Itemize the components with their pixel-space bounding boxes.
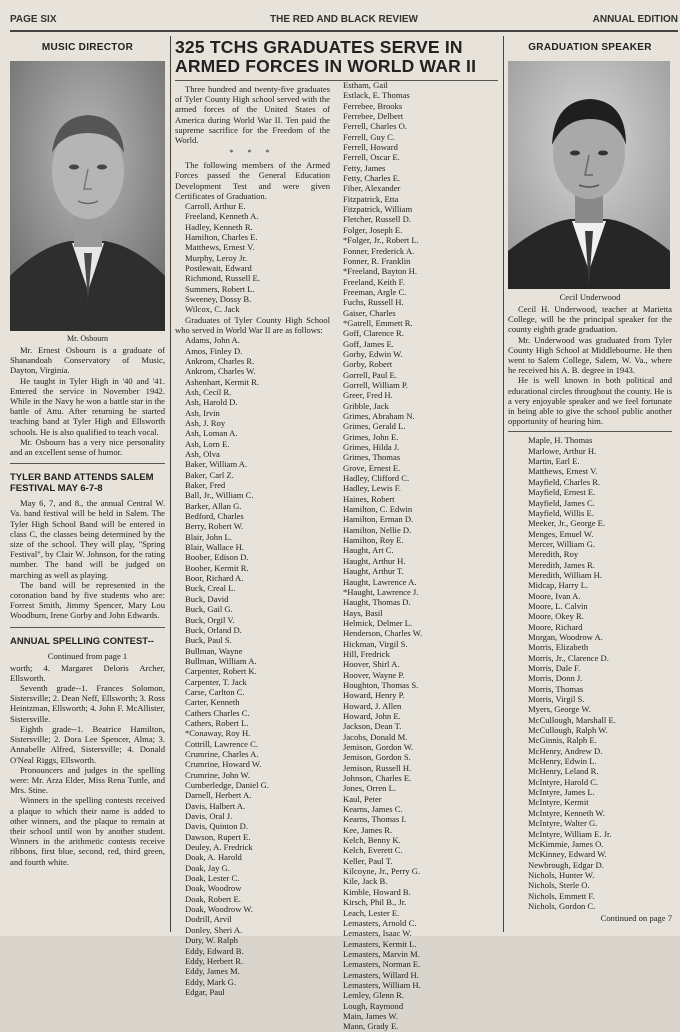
graduate-name: Hamilton, Erman D. — [343, 514, 414, 525]
article-intro: Three hundred and twenty-five graduates of Tyler County High school served with the armed forces of the United States of America during World War II. Ten paid the supreme sacrifice for the Freedom of the World. — [175, 84, 330, 146]
graduate-name: Meredith, Roy — [528, 549, 579, 560]
graduate-name: Fuchs, Russell H. — [343, 297, 404, 308]
graduate-name: Gorby, Edwin W. — [343, 348, 403, 359]
graduate-name: Freeland, Keith F. — [343, 276, 405, 287]
graduate-name: *Gatrell, Emmett R. — [343, 317, 413, 328]
graduate-name: McIntyre, Walter G. — [528, 818, 598, 829]
graduate-name: Cathers Charles C. — [185, 707, 250, 718]
graduate-name: Nichols, Sterle O. — [528, 880, 590, 891]
graduate-name: Jemison, Gordon W. — [343, 742, 414, 752]
graduate-name: Kearns, Thomas I. — [343, 814, 407, 825]
graduate-name: Buck, Orland D. — [185, 624, 242, 635]
header-rule — [10, 30, 678, 32]
stars-separator: * * * — [229, 148, 276, 158]
graduate-name: Berry, Robert W. — [185, 521, 244, 532]
graduate-name: Newbrough, Edgar D. — [528, 859, 604, 870]
main-article — [175, 37, 498, 1032]
graduate-name: Ash, Lorn E. — [185, 438, 230, 449]
graduate-name: Summers, Robert L. — [185, 283, 255, 294]
graduate-name: Blair, Wallace H. — [185, 542, 244, 553]
divider — [10, 463, 165, 464]
graduate-name: Baker, Fred — [185, 480, 226, 491]
page-number: PAGE SIX — [10, 14, 57, 25]
graduate-name: Estham, Gail — [343, 80, 388, 90]
graduates-intro: Graduates of Tyler County High School who served in World War II are as follows: — [175, 314, 330, 336]
graduate-name: Edgar, Paul — [185, 986, 225, 997]
graduate-name: Eddy, Edward B. — [185, 945, 244, 956]
graduate-name: Kaul, Peter — [343, 793, 382, 804]
graduate-name: Lemasters, Norman E. — [343, 959, 421, 970]
osbourn-photo — [10, 61, 165, 331]
spelling-paragraph: Winners in the spelling contests received a plaque to which their name is added to other winners, and the plaque to remain at their school until won by another student. Winners in the arithmetic contests receive ribbons, first blue, second, red, third green, and fourth white. — [10, 795, 165, 867]
graduate-name: Jemison, Russell H. — [343, 762, 412, 773]
graduate-name: Lemasters, William H. — [343, 979, 421, 990]
graduate-name: Haught, Arthur H. — [343, 555, 406, 566]
graduate-name: Dawson, Rupert E. — [185, 831, 251, 842]
edition-label: ANNUAL EDITION — [592, 14, 678, 25]
graduate-name: Hays, Basil — [343, 607, 383, 618]
graduate-name: Ferrell, Guy C. — [343, 131, 396, 142]
graduate-name: McIntyre, Harold C. — [528, 776, 599, 787]
graduate-name: Doak, Robert E. — [185, 893, 241, 904]
graduate-name: Fetty, James — [343, 162, 386, 173]
graduate-name: Cottrill, Lawrence C. — [185, 738, 259, 749]
graduate-name: Ashenhart, Kermit R. — [185, 376, 259, 387]
graduate-name: Carpenter, T. Jack — [185, 676, 247, 687]
graduate-name: Nichols, Hunter W. — [528, 869, 595, 880]
graduate-name: Hamilton, Nellie D. — [343, 524, 412, 535]
graduate-name: Gorby, Robert — [343, 359, 393, 370]
graduate-name: Helmick, Delmer L. — [343, 617, 413, 628]
graduate-name: *Conaway, Roy H. — [185, 728, 251, 739]
graduate-name: Haught, Lawrence A. — [343, 576, 417, 587]
graduate-name: Fetty, Charles E. — [343, 173, 401, 184]
graduate-name: Ash, Cecil R. — [185, 386, 232, 397]
graduate-name: Buck, Paul S. — [185, 635, 232, 646]
graduate-name: Boober, Edison D. — [185, 552, 249, 563]
spelling-paragraph: Pronouncers and judges in the spelling were: Mr. Arza Elder, Miss Rena Tuttle, and Mrs. Stine. — [10, 764, 165, 796]
graduate-name: Marlowe, Arthur H. — [528, 445, 597, 456]
graduate-name: Morris, Dale F. — [528, 663, 581, 673]
graduate-name: Ball, Jr., William C. — [185, 490, 254, 501]
graduate-name: Ash, Irvin — [185, 407, 220, 418]
graduate-name: Carroll, Arthur E. — [185, 201, 246, 212]
graduate-names-list-b — [343, 80, 498, 1032]
music-paragraph: He taught in Tyler High in '40 and '41. Entered the service in November 1942. While in the Navy he won a battle star in the battle of Attu. After returning he started teaching band at Tyler High and Ellsworth schools. He is also qualified to teach vocal. — [10, 375, 165, 437]
ged-intro: The following members of the Armed Forces passed the General Education Development Test and were given Certificates of Graduation. — [175, 160, 330, 201]
spelling-headline: ANNUAL SPELLING CONTEST-- — [10, 635, 154, 647]
graduate-name: Keller, Paul T. — [343, 855, 393, 866]
graduate-name: Darnell, Herbert A. — [185, 790, 252, 801]
graduate-name: Davis, Oral J. — [185, 811, 233, 822]
graduate-name: Goff, Clarence R. — [343, 328, 404, 339]
graduate-name: Ankrom, Charles W. — [185, 366, 256, 377]
column-rule-left — [170, 36, 171, 932]
graduate-name: Henderson, Charles W. — [343, 628, 423, 639]
graduate-name: Bedford, Charles — [185, 511, 244, 522]
graduate-name: Morris, Donn J. — [528, 673, 583, 684]
graduate-name: Hickman, Virgil S. — [343, 638, 408, 649]
graduate-name: Lemasters, Isaac W. — [343, 928, 412, 939]
graduate-name: Carter, Kenneth — [185, 697, 240, 708]
graduate-name: Folger, Joseph E. — [343, 224, 403, 235]
page-header — [10, 14, 678, 28]
spelling-paragraph: Seventh grade--1. Frances Solomon, Sistersville; 2. Dean Neff, Ellsworth; 3. Ross Heintzman, Ellsworth; 4. John F. McAllister, Sistersville. — [10, 683, 165, 724]
graduate-name: McIntyre, Kermit — [528, 797, 589, 808]
graduate-name: Hamilton, Roy E. — [343, 535, 404, 546]
graduate-name: Leach, Lester E. — [343, 907, 400, 918]
graduate-name: Eddy, Mark G. — [185, 976, 236, 987]
graduate-name: Matthews, Ernest V. — [528, 466, 598, 477]
graduate-name: McIntyre, William E. Jr. — [528, 828, 612, 839]
graduate-name: Haught, Art C. — [343, 545, 394, 556]
music-paragraph: Mr. Ernest Osbourn is a graduate of Shanandoah Conservatory of Music, Dayton, Virginia. — [10, 345, 165, 376]
graduate-name: Wilcox, C. Jack — [185, 304, 240, 315]
graduate-name: Kelch, Benny K. — [343, 835, 401, 846]
graduate-name: Gorrell, Paul E. — [343, 369, 397, 380]
graduate-name: Fonner, R. Franklin — [343, 255, 411, 266]
graduate-name: Eddy, Herbert R. — [185, 955, 244, 966]
graduate-name: Doak, A. Harold — [185, 852, 242, 863]
graduate-name: Carpenter, Robert K. — [185, 666, 257, 677]
graduate-name: Meeker, Jr., George E. — [528, 518, 606, 529]
graduate-name: Davis, Halbert A. — [185, 800, 246, 811]
graduate-name: Gribble, Jack — [343, 400, 389, 411]
graduate-name: McKimmie, James O. — [528, 838, 604, 849]
graduate-name: Ferrell, Oscar E. — [343, 152, 400, 163]
graduate-name: Mayfield, Ernest E. — [528, 487, 596, 498]
graduate-name: McKinney, Edward W. — [528, 849, 607, 860]
osbourn-photo-caption: Mr. Osbourn — [67, 334, 108, 343]
graduate-name: Freeman, Argle C. — [343, 286, 407, 297]
graduate-name: Bullman, Wayne — [185, 645, 243, 656]
graduate-name: McCullough, Ralph W. — [528, 725, 608, 736]
graduate-name: Moore, Okey R. — [528, 611, 584, 622]
graduate-name: Hadley, Clifford C. — [343, 473, 410, 484]
graduate-name: Gaiser, Charles — [343, 307, 396, 318]
continued-note: Continued on page 7 — [600, 913, 672, 924]
graduate-name: Haught, Thomas D. — [343, 597, 411, 608]
graduation-speaker-caption: GRADUATION SPEAKER — [528, 42, 652, 53]
graduate-name: Blair, John L. — [185, 531, 232, 542]
graduate-name: Duty, W. Ralph — [185, 935, 238, 946]
graduate-name: McIntyre, James L. — [528, 787, 595, 798]
graduate-name: Nichols, Emmett F. — [528, 890, 595, 901]
graduate-name: Boober, Kermit R. — [185, 562, 249, 573]
graduate-name: Lemasters, Kermit L. — [343, 938, 417, 949]
graduate-name: Ankrom, Charles R. — [185, 355, 255, 366]
graduate-name: McHenry, Edwin L. — [528, 756, 597, 767]
spelling-paragraph: worth; 4. Margaret Deloris Archer, Ellsworth. — [10, 662, 165, 683]
band-paragraph: May 6, 7, and 8., the annual Central W. Va. band festival will be held in Salem. The Tyler High School Band will be entered in class C, the classes being determined by the size of the school. They will play, "Spring Festival", by Clair W. Johnson, for the rating number. The band will be judged on marching as well as playing. — [10, 498, 165, 580]
ged-names-list — [175, 201, 330, 315]
graduate-name: Jackson, Dean T. — [343, 721, 402, 732]
graduate-name: Bullman, William A. — [185, 655, 257, 666]
graduate-name: Buck, David — [185, 593, 229, 604]
graduate-name: Howard, J. Allen — [343, 700, 402, 711]
graduate-name: Moore, Ivan A. — [528, 590, 581, 601]
graduate-name: Mayfield, James C. — [528, 497, 595, 508]
graduate-name: Estlack, E. Thomas — [343, 90, 410, 101]
graduate-name: Ash, Olva — [185, 449, 220, 459]
graduate-name: Grimes, Hilda J. — [343, 442, 400, 453]
divider — [10, 627, 165, 628]
speaker-paragraph: He is well known in both political and educational circles throughout the county. He is a very enjoyable speaker and we feel fortunate in being able to give the school public another opportunity of hearing him. — [508, 375, 672, 427]
graduate-name: Hadley, Kenneth R. — [185, 221, 253, 232]
graduate-name: Jacobs, Donald M. — [343, 731, 408, 742]
graduate-name: Lemasters, Willard H. — [343, 969, 419, 980]
graduate-name: Moore, L. Calvin — [528, 600, 588, 611]
graduate-name: Howard, Henry P. — [343, 690, 405, 701]
graduate-name: *Haught, Lawrence J. — [343, 586, 419, 597]
graduate-name: Greer, Fred H. — [343, 390, 393, 401]
divider — [508, 431, 672, 432]
graduate-name: Crumrine, John W. — [185, 769, 250, 780]
graduate-name: Buck, Creal L. — [185, 583, 236, 594]
graduate-name: Carse, Carlton C. — [185, 686, 245, 697]
graduate-name: Freeland, Kenneth A. — [185, 211, 259, 222]
article-left-subcol — [175, 84, 330, 997]
graduate-name: McCullough, Marshall E. — [528, 714, 616, 725]
graduate-name: Ferrell, Howard — [343, 142, 398, 153]
graduate-name: Haught, Arthur T. — [343, 566, 404, 577]
graduate-name: Lough, Raymond — [343, 1000, 404, 1011]
graduate-name: Moore, Richard — [528, 621, 583, 632]
underwood-photo-caption: Cecil Underwood — [559, 292, 621, 302]
graduate-name: Grimes, Gerald L. — [343, 421, 406, 432]
graduate-name: Doak, Lester C. — [185, 873, 240, 884]
graduate-name: Grimes, Abraham N. — [343, 411, 415, 421]
graduate-name: Grove, Ernest E. — [343, 462, 401, 473]
graduate-name: Kimble, Howard B. — [343, 886, 411, 897]
left-column — [10, 38, 165, 930]
graduate-name: Hoover, Wayne P. — [343, 669, 405, 680]
graduate-name: Lemley, Glenn R. — [343, 990, 405, 1001]
graduate-name: Postlewait, Edward — [185, 263, 252, 274]
graduate-name: Mayfield, Willis E. — [528, 507, 594, 518]
graduate-name: Fonner, Frederick A. — [343, 245, 415, 256]
graduate-name: Ferrebee, Delbert — [343, 111, 404, 122]
graduate-name: Grimes, John E. — [343, 431, 399, 442]
graduate-name: Eddy, James M. — [185, 966, 240, 977]
spelling-continued: Continued from page 1 — [47, 650, 128, 661]
graduate-name: Fitzpatrick, William — [343, 204, 413, 215]
graduate-name: Doak, Woodrow — [185, 883, 242, 894]
right-column — [508, 38, 672, 930]
graduate-name: Main, James W. — [343, 1010, 398, 1021]
band-paragraph: The band will be represented in the coronation band by five students who are: Forrest Smith, Jimmy Spencer, Mary Lou Woodburn, Irene Gorby and John Edwards. — [10, 579, 165, 621]
graduate-name: Haines, Robert — [343, 493, 395, 504]
graduate-name: Baker, Carl Z. — [185, 469, 234, 480]
graduate-name: Kirsch, Phil B., Jr. — [343, 897, 407, 908]
graduate-name: Baker, William A. — [185, 459, 248, 470]
graduate-names-list-c — [508, 435, 672, 911]
graduate-name: Houghton, Thomas S. — [343, 679, 419, 690]
graduate-name: Lemasters, Marvin M. — [343, 948, 420, 959]
graduate-name: Howard, John E. — [343, 710, 401, 721]
graduate-name: Myers, George W. — [528, 704, 591, 715]
graduate-name: Hamilton, Charles E. — [185, 232, 258, 243]
graduate-name: Fletcher, Russell D. — [343, 214, 411, 225]
graduate-name: Fitzpatrick, Etta — [343, 193, 399, 204]
speaker-paragraph: Mr. Underwood was graduated from Tyler County High School at Middlebourne. He then went to Salem College, Salem, W. Va., where he received his A. B. degree in 1943. — [508, 334, 672, 376]
graduate-name: Sweeney, Dossy B. — [185, 294, 252, 305]
graduate-name: Hoover, Shirl A. — [343, 659, 400, 670]
graduate-name: Buck, Orgil V. — [185, 614, 235, 625]
graduate-name: Hadley, Lewis F. — [343, 483, 401, 494]
music-paragraph: Mr. Osbourn has a very nice personality and an excellent sense of humor. — [10, 436, 165, 458]
spelling-paragraph: Eighth grade--1. Beatrice Hamilton, Sistersville; 2. Dora Lee Spencer, Alma; 3. Annabelle Alfred, Sistersville; 4. Donald O'Neal Riggs, Ellsworth. — [10, 723, 165, 765]
graduate-name: Cumberledge, Daniel G. — [185, 780, 270, 790]
band-headline: TYLER BAND ATTENDS SALEM FESTIVAL MAY 6-7-8 — [10, 472, 154, 495]
graduate-name: Morris, Jr., Clarence D. — [528, 652, 609, 663]
underwood-photo — [508, 61, 670, 289]
graduate-name: Fiber, Alexander — [343, 183, 401, 194]
graduate-name: Donley, Sheri A. — [185, 924, 243, 935]
graduate-name: Meredith, James R. — [528, 559, 595, 570]
graduate-name: Richmond, Russell E. — [185, 273, 260, 284]
graduate-name: Jones, Orren L. — [343, 783, 396, 794]
graduate-name: Morris, Thomas — [528, 683, 584, 694]
graduate-name: Matthews, Ernest V. — [185, 242, 255, 253]
graduate-name: Gorrell, William P. — [343, 379, 408, 390]
graduate-name: Ash, Loman A. — [185, 428, 238, 439]
graduate-name: McHenry, Andrew D. — [528, 745, 603, 756]
graduate-name: Murphy, Leroy Jr. — [185, 252, 247, 263]
paper-title: THE RED AND BLACK REVIEW — [270, 14, 418, 25]
graduate-name: McHenry, Leland R. — [528, 766, 599, 777]
graduate-name: Morris, Elizabeth — [528, 642, 589, 653]
graduate-name: Ferrebee, Brooks — [343, 100, 403, 111]
graduate-name: Ferrell, Charles O. — [343, 121, 407, 132]
graduate-name: Barker, Allan G. — [185, 500, 242, 511]
graduate-name: Lemasters, Arnold C. — [343, 917, 417, 928]
graduate-name: Crumrine, Charles A. — [185, 748, 259, 759]
graduate-name: Amos, Finley D. — [185, 345, 243, 356]
graduate-name: Doak, Jay G. — [185, 862, 230, 873]
graduate-name: Grimes, Thomas — [343, 452, 401, 463]
graduate-name: Mercer, William G. — [528, 538, 595, 549]
speaker-paragraph: Cecil H. Underwood, teacher at Marietta College, will be the principal speaker for the county eighth grade graduation. — [508, 304, 672, 335]
graduate-name: Martin, Earl E. — [528, 456, 580, 467]
graduate-name: Boor, Richard A. — [185, 573, 244, 584]
graduate-name: Cathers, Robert L. — [185, 717, 249, 728]
graduate-name: Morris, Virgil S. — [528, 694, 585, 705]
graduate-names-list-a — [175, 335, 330, 997]
graduate-name: Johnson, Charles E. — [343, 773, 412, 784]
graduate-name: Mann, Grady E. — [343, 1021, 399, 1032]
article-right-subcol — [343, 80, 498, 1032]
graduate-name: *Freeland, Bayton H. — [343, 266, 417, 277]
graduate-name: Nichols, Gordon C. — [528, 900, 596, 911]
graduate-name: Deuley, A. Fredrick — [185, 842, 253, 853]
graduate-name: Menges, Emuel W. — [528, 528, 594, 539]
graduate-name: Morgan, Woodrow A. — [528, 631, 603, 642]
graduate-name: Midcap, Harry L. — [528, 580, 589, 591]
article-headline: 325 TCHS GRADUATES SERVE IN ARMED FORCES IN WORLD WAR II — [175, 37, 477, 76]
graduate-name: Kee, James R. — [343, 824, 393, 835]
graduate-name: *Folger, Jr., Robert L. — [343, 235, 419, 246]
graduate-name: Jemison, Gordon S. — [343, 752, 411, 763]
graduate-name: Ash, J. Roy — [185, 417, 226, 428]
graduate-name: Adams, John A. — [185, 335, 240, 346]
graduate-name: Kile, Jack B. — [343, 876, 388, 887]
graduate-name: Meredith, William H. — [528, 569, 602, 580]
graduate-name: Doak, Woodrow W. — [185, 904, 253, 915]
graduate-name: Ash, Harold D. — [185, 397, 238, 408]
column-rule-right — [503, 36, 504, 932]
graduate-name: Crumrine, Howard W. — [185, 759, 262, 770]
graduate-name: Kilcoyne, Jr., Perry G. — [343, 866, 421, 877]
graduate-name: Kearns, James C. — [343, 804, 403, 815]
graduate-name: Hill, Fredrick — [343, 648, 390, 659]
graduate-name: Kelch, Everett C. — [343, 845, 403, 856]
graduate-name: Mayfield, Charles R. — [528, 476, 601, 487]
graduate-name: Maple, H. Thomas — [528, 435, 593, 446]
graduate-name: Hamilton, C. Edwin — [343, 504, 413, 515]
graduate-name: Davis, Quinton D. — [185, 821, 249, 832]
music-director-caption: MUSIC DIRECTOR — [41, 42, 134, 53]
graduate-name: Dodrill, Arvil — [185, 914, 232, 925]
graduate-name: Buck, Gail G. — [185, 604, 233, 615]
graduate-name: Goff, James E. — [343, 338, 394, 349]
graduate-name: McGinnis, Ralph E. — [528, 735, 597, 746]
graduate-name: McIntyre, Kenneth W. — [528, 807, 605, 818]
